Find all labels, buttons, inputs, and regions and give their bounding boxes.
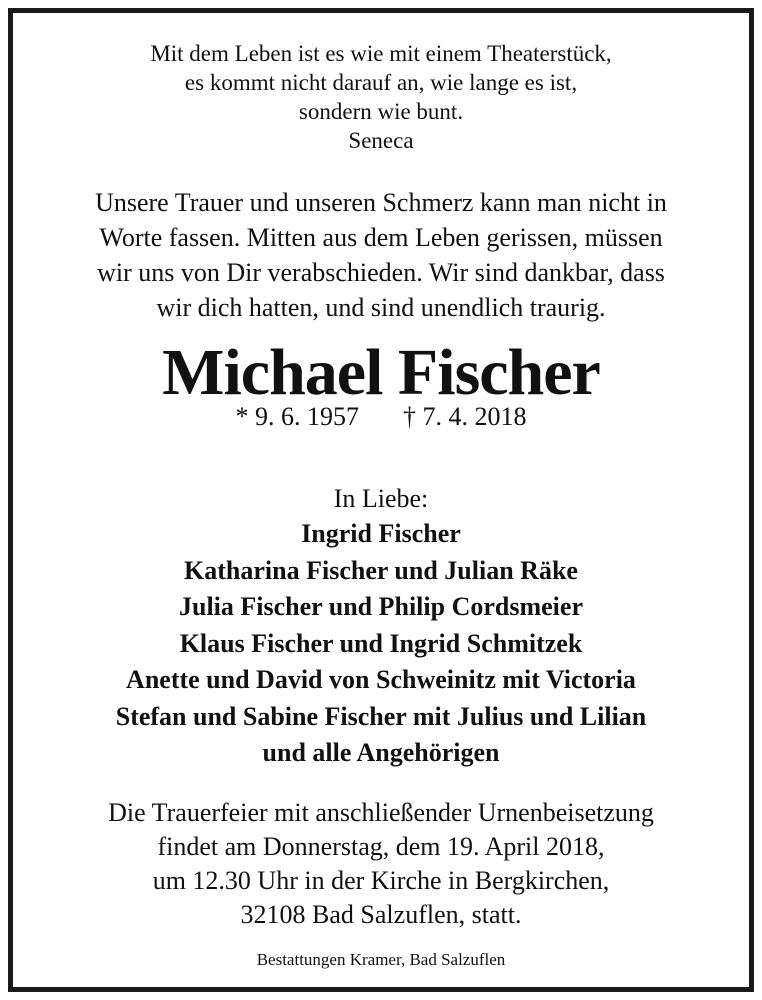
funeral-line: Die Trauerfeier mit anschließender Urnenbeisetzung	[108, 798, 654, 827]
quote-line: Mit dem Leben ist es wie mit einem Theaterstück,	[150, 41, 612, 66]
life-dates	[13, 401, 749, 433]
birth-date: * 9. 6. 1957	[235, 402, 359, 431]
in-love-label: In Liebe:	[333, 484, 429, 513]
mourner-line: Anette und David von Schweinitz mit Victoria	[126, 665, 636, 694]
grief-text	[13, 185, 749, 325]
mourner-line: Stefan und Sabine Fischer mit Julius und Lilian	[115, 701, 647, 731]
grief-line: wir uns von Dir verabschieden. Wir sind dankbar, dass	[97, 258, 665, 287]
quote-line: es kommt nicht darauf an, wie lange es ist,	[184, 70, 578, 95]
quote-author: Seneca	[348, 128, 414, 153]
funeral-line: 32108 Bad Salzuflen, statt.	[240, 900, 522, 929]
undertaker-credit: Bestattungen Kramer, Bad Salzuflen	[256, 950, 506, 969]
seneca-quote	[13, 39, 749, 155]
grief-line: Unsere Trauer und unseren Schmerz kann man nicht in	[95, 188, 667, 217]
mourner-line: Klaus Fischer und Ingrid Schmitzek	[179, 628, 583, 658]
death-date: † 7. 4. 2018	[403, 402, 527, 431]
deceased-name: Michael Fischer	[162, 336, 600, 409]
quote-line: sondern wie bunt.	[298, 99, 464, 124]
mourner-line: Ingrid Fischer	[301, 519, 461, 548]
grief-line: Worte fassen. Mitten aus dem Leben gerissen, müssen	[99, 223, 663, 252]
funeral-info	[13, 796, 749, 932]
funeral-line: um 12.30 Uhr in der Kirche in Bergkirchen,	[152, 866, 610, 895]
funeral-line: findet am Donnerstag, dem 19. April 2018,	[157, 832, 605, 861]
grief-line: wir dich hatten, und sind unendlich traurig.	[156, 293, 606, 322]
mourner-line: und alle Angehörigen	[262, 738, 500, 767]
mourner-line: Julia Fischer und Philip Cordsmeier	[179, 592, 583, 621]
obituary-content	[13, 13, 749, 987]
mourners-list	[13, 516, 749, 772]
mourner-line: Katharina Fischer und Julian Räke	[184, 555, 578, 585]
obituary-frame	[8, 8, 754, 992]
